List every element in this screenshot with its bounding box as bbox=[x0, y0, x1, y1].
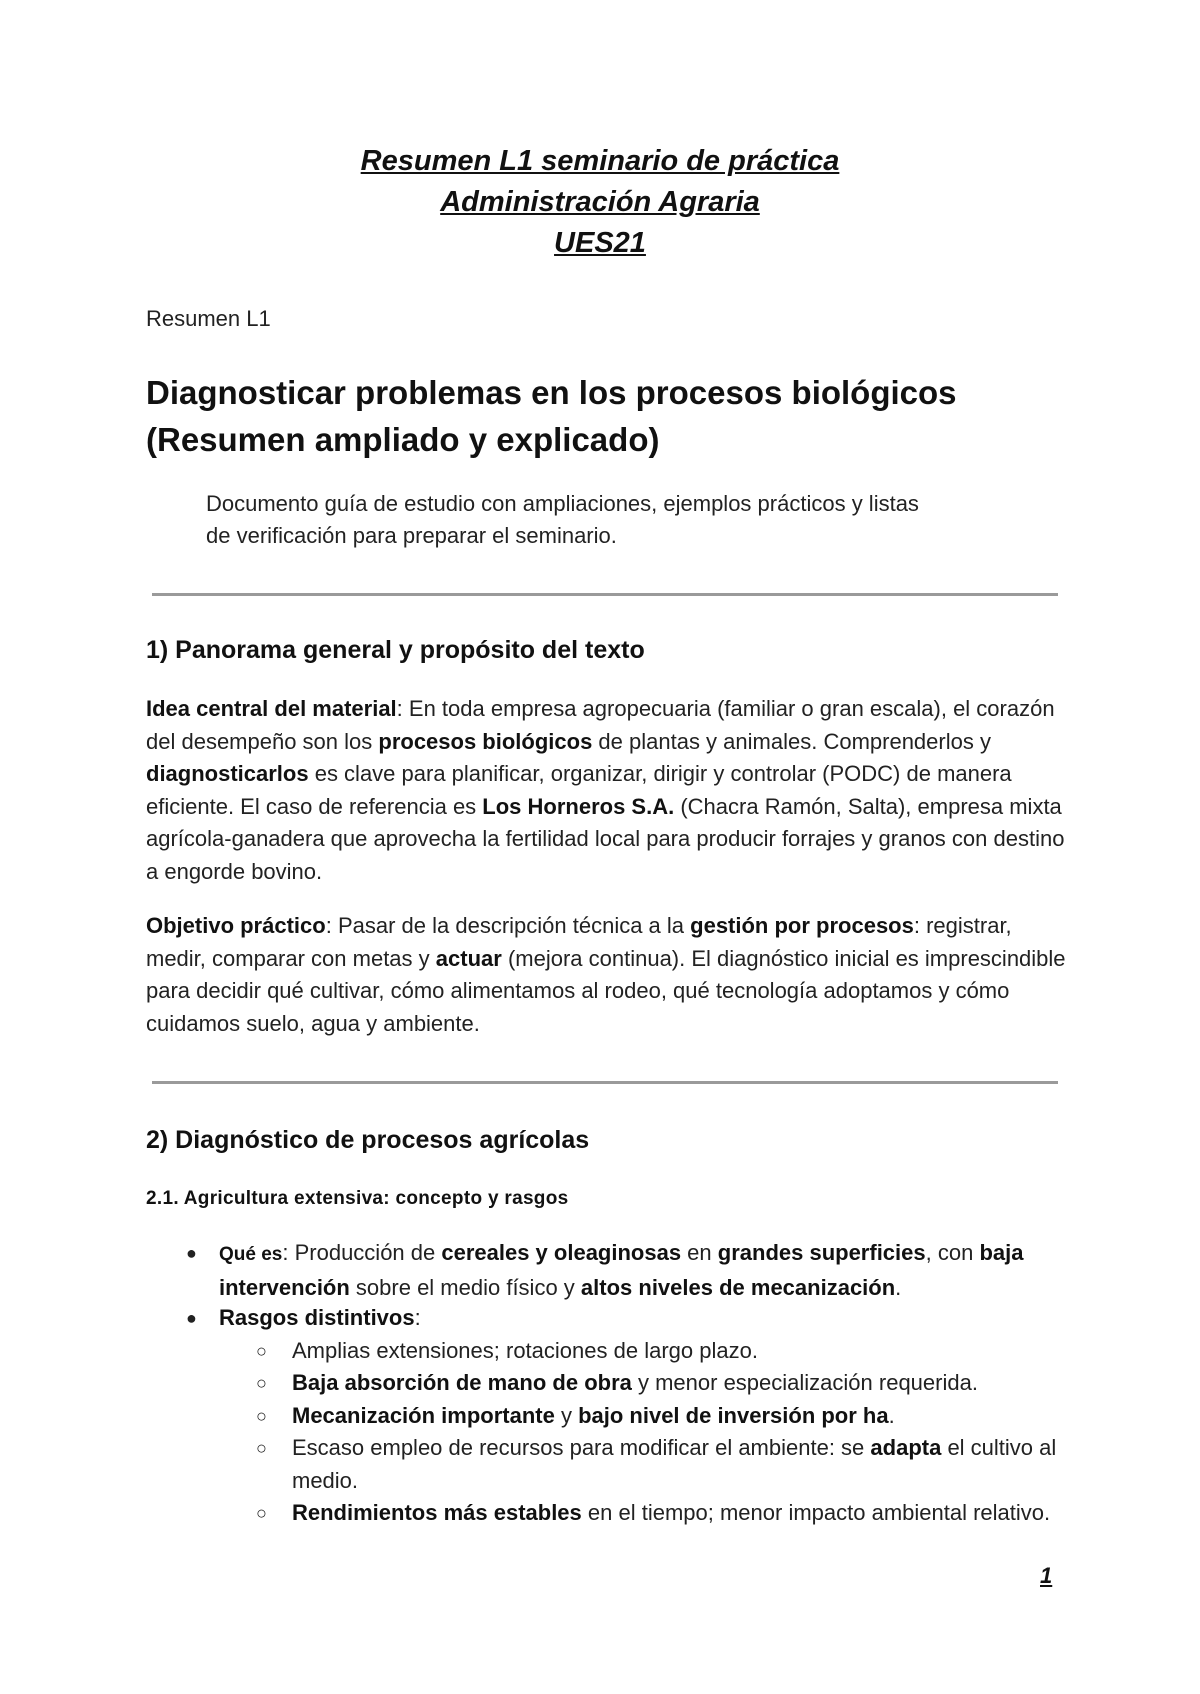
divider bbox=[152, 1081, 1058, 1084]
title-line-3: UES21 bbox=[554, 227, 646, 259]
para-bold: diagnosticarlos bbox=[146, 761, 309, 786]
title-line-2: Administración Agraria bbox=[440, 186, 760, 218]
list-item-bold: altos niveles de mecanización bbox=[580, 1274, 896, 1300]
para-text: es clave para planificar, organizar, dirigir y controlar (PODC) de manera eficiente. El caso de referencia es bbox=[146, 761, 1012, 819]
list-item-text: en bbox=[681, 1240, 718, 1265]
list-item-bold: cereales y oleaginosas bbox=[441, 1240, 682, 1265]
list-item bbox=[186, 1237, 1069, 1304]
subsection-heading: 2.1. Agricultura extensiva: concepto y rasgos bbox=[146, 1188, 569, 1209]
list-item bbox=[186, 1302, 1069, 1335]
circle-bullet-icon: ○ bbox=[256, 1373, 267, 1393]
list-item-text: : Producción de bbox=[282, 1240, 442, 1265]
para-text: : registrar, medir, comparar con metas y bbox=[146, 913, 1012, 971]
para-label: Objetivo práctico bbox=[146, 913, 326, 938]
para-text: : En toda empresa agropecuaria (familiar o gran escala), el corazón del desempeño son los bbox=[146, 696, 1055, 754]
circle-bullet-icon: ○ bbox=[256, 1438, 267, 1458]
para-label: Idea central del material bbox=[146, 696, 397, 721]
list-item-text: . bbox=[895, 1274, 902, 1300]
list-item-text: : bbox=[414, 1305, 421, 1330]
para-bold: gestión por procesos bbox=[690, 913, 914, 938]
page-number: 1 bbox=[1040, 1563, 1053, 1588]
para-text: : Pasar de la descripción técnica a la bbox=[325, 913, 691, 938]
divider bbox=[152, 593, 1058, 596]
sub-list-item bbox=[256, 1432, 1072, 1497]
sub-item-bold: Rendimientos más estables bbox=[292, 1500, 582, 1525]
list-item-label: Rasgos distintivos bbox=[219, 1305, 415, 1330]
sub-item-text: Escaso empleo de recursos para modificar el ambiente: se bbox=[292, 1435, 871, 1460]
sub-item-text: y bbox=[554, 1403, 579, 1428]
section-1-paragraph-2 bbox=[146, 910, 1076, 1040]
sub-item-bold: adapta bbox=[870, 1435, 942, 1460]
sub-item-text: el cultivo al medio. bbox=[292, 1435, 1057, 1493]
para-text: de plantas y animales. Comprenderlos y bbox=[592, 728, 991, 754]
subtitle: Resumen L1 bbox=[146, 306, 271, 331]
sub-item-text: en el tiempo; menor impacto ambiental relativo. bbox=[581, 1500, 1051, 1525]
circle-bullet-icon: ○ bbox=[256, 1341, 267, 1361]
circle-bullet-icon: ○ bbox=[256, 1406, 267, 1426]
sub-item-bold: Baja absorción de mano de obra bbox=[292, 1370, 632, 1395]
section-1-paragraph-1 bbox=[146, 693, 1076, 888]
document-title bbox=[0, 141, 1200, 264]
bullet-icon: ● bbox=[186, 1308, 197, 1328]
main-heading bbox=[146, 369, 1046, 463]
sub-item-text: y menor especialización requerida. bbox=[631, 1370, 978, 1395]
para-bold: Los Horneros S.A. bbox=[482, 793, 675, 819]
bullet-icon: ● bbox=[186, 1243, 197, 1263]
para-bold: actuar bbox=[435, 945, 502, 971]
para-bold: procesos biológicos bbox=[378, 728, 593, 754]
list-item-label: Qué es bbox=[219, 1244, 283, 1265]
list-item-bold: baja intervención bbox=[219, 1240, 1024, 1300]
sub-item-bold: bajo nivel de inversión por ha bbox=[578, 1403, 889, 1428]
sub-list-item bbox=[256, 1335, 1072, 1368]
sub-list-item bbox=[256, 1497, 1072, 1530]
sub-item-text: . bbox=[888, 1403, 895, 1428]
main-heading-line-2: (Resumen ampliado y explicado) bbox=[146, 421, 660, 458]
list-item-text: sobre el medio físico y bbox=[349, 1274, 581, 1300]
sub-item-text: Amplias extensiones; rotaciones de largo plazo. bbox=[292, 1338, 758, 1363]
section-1-heading: 1) Panorama general y propósito del texto bbox=[146, 636, 645, 664]
para-text: (Chacra Ramón, Salta), empresa mixta agrícola-ganadera que aprovecha la fertilidad local para producir forrajes y granos con destino a engorde bovino. bbox=[146, 793, 1065, 884]
sub-list-item bbox=[256, 1367, 1072, 1400]
sub-list-item bbox=[256, 1400, 1072, 1433]
sub-item-bold: Mecanización importante bbox=[292, 1403, 555, 1428]
guide-note bbox=[206, 488, 1026, 552]
list-item-text: , con bbox=[925, 1240, 980, 1265]
main-heading-line-1: Diagnosticar problemas en los procesos biológicos bbox=[146, 374, 957, 411]
circle-bullet-icon: ○ bbox=[256, 1503, 267, 1523]
para-text: (mejora continua). El diagnóstico inicial es imprescindible para decidir qué cultivar, cómo alimentamos al rodeo, qué tecnología adoptamos y cómo cuidamos suelo, agua y ambiente. bbox=[146, 945, 1066, 1036]
section-2-heading: 2) Diagnóstico de procesos agrícolas bbox=[146, 1126, 590, 1154]
title-line-1: Resumen L1 seminario de práctica bbox=[360, 145, 840, 177]
list-item-bold: grandes superficies bbox=[717, 1240, 926, 1265]
guide-line-1: Documento guía de estudio con ampliaciones, ejemplos prácticos y listas bbox=[206, 491, 919, 516]
guide-line-2: de verificación para preparar el seminario. bbox=[206, 523, 617, 548]
